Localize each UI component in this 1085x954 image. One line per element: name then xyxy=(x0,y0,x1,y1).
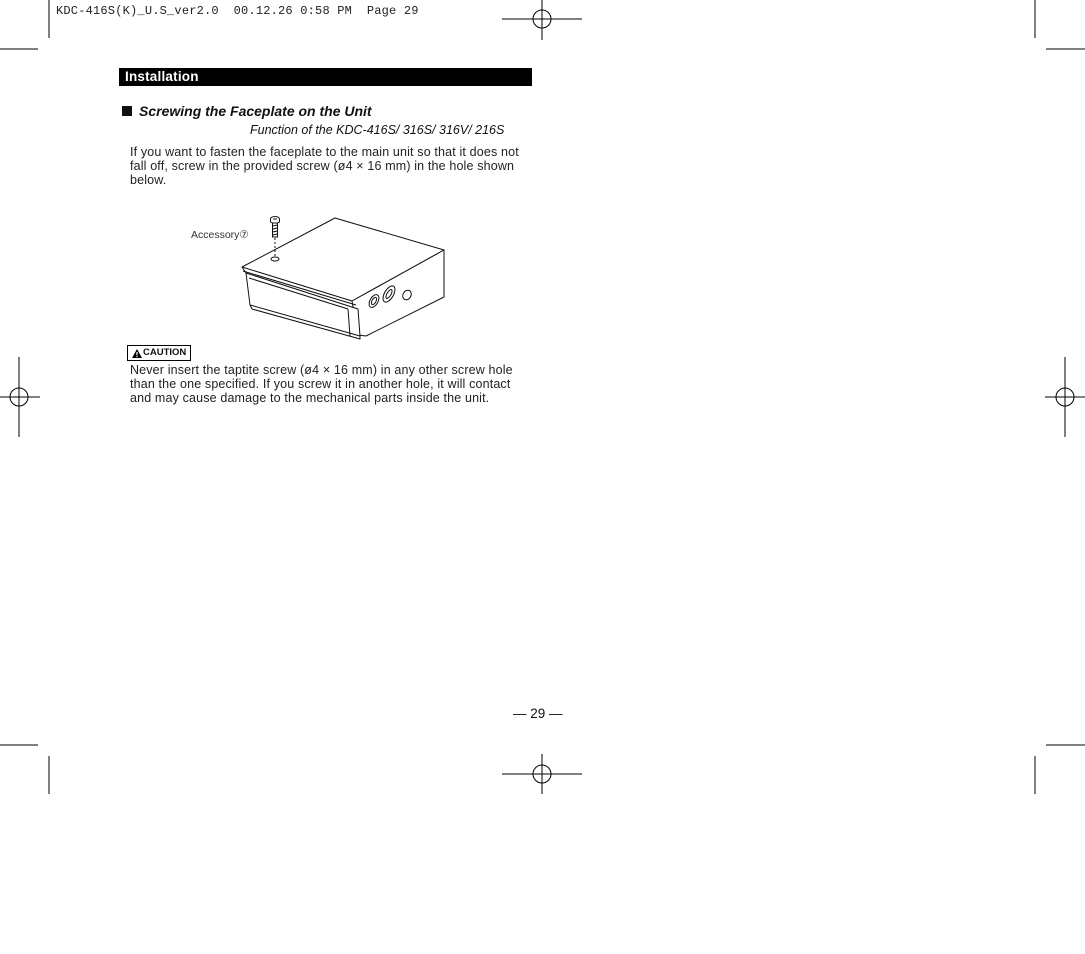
warning-triangle-icon xyxy=(132,349,142,358)
screw-icon xyxy=(271,217,280,238)
function-note: Function of the KDC-416S/ 316S/ 316V/ 216S xyxy=(250,123,505,137)
intro-paragraph: If you want to fasten the faceplate to the main unit so that it does not fall off, screw in the provided screw (ø4 × 16 mm) in the hole shown below. xyxy=(130,145,519,187)
square-bullet-icon xyxy=(122,106,132,116)
caution-badge xyxy=(127,345,191,361)
section-title: Installation xyxy=(119,68,532,86)
caution-paragraph: Never insert the taptite screw (ø4 × 16 mm) in any other screw hole than the one specified. If you screw it in another hole, it will contact and may cause damage to the mechanical parts inside the unit. xyxy=(130,363,513,405)
section-heading xyxy=(122,103,372,119)
accessory-label: Accessory⑦ xyxy=(191,229,249,241)
print-header: KDC-416S(K)_U.S_ver2.0 00.12.26 0:58 PM Page 29 xyxy=(56,4,419,18)
page-number: — 29 — xyxy=(513,706,563,721)
heading-text: Screwing the Faceplate on the Unit xyxy=(139,103,372,119)
head-unit-illustration xyxy=(180,205,460,345)
caution-label: CAUTION xyxy=(143,347,187,358)
